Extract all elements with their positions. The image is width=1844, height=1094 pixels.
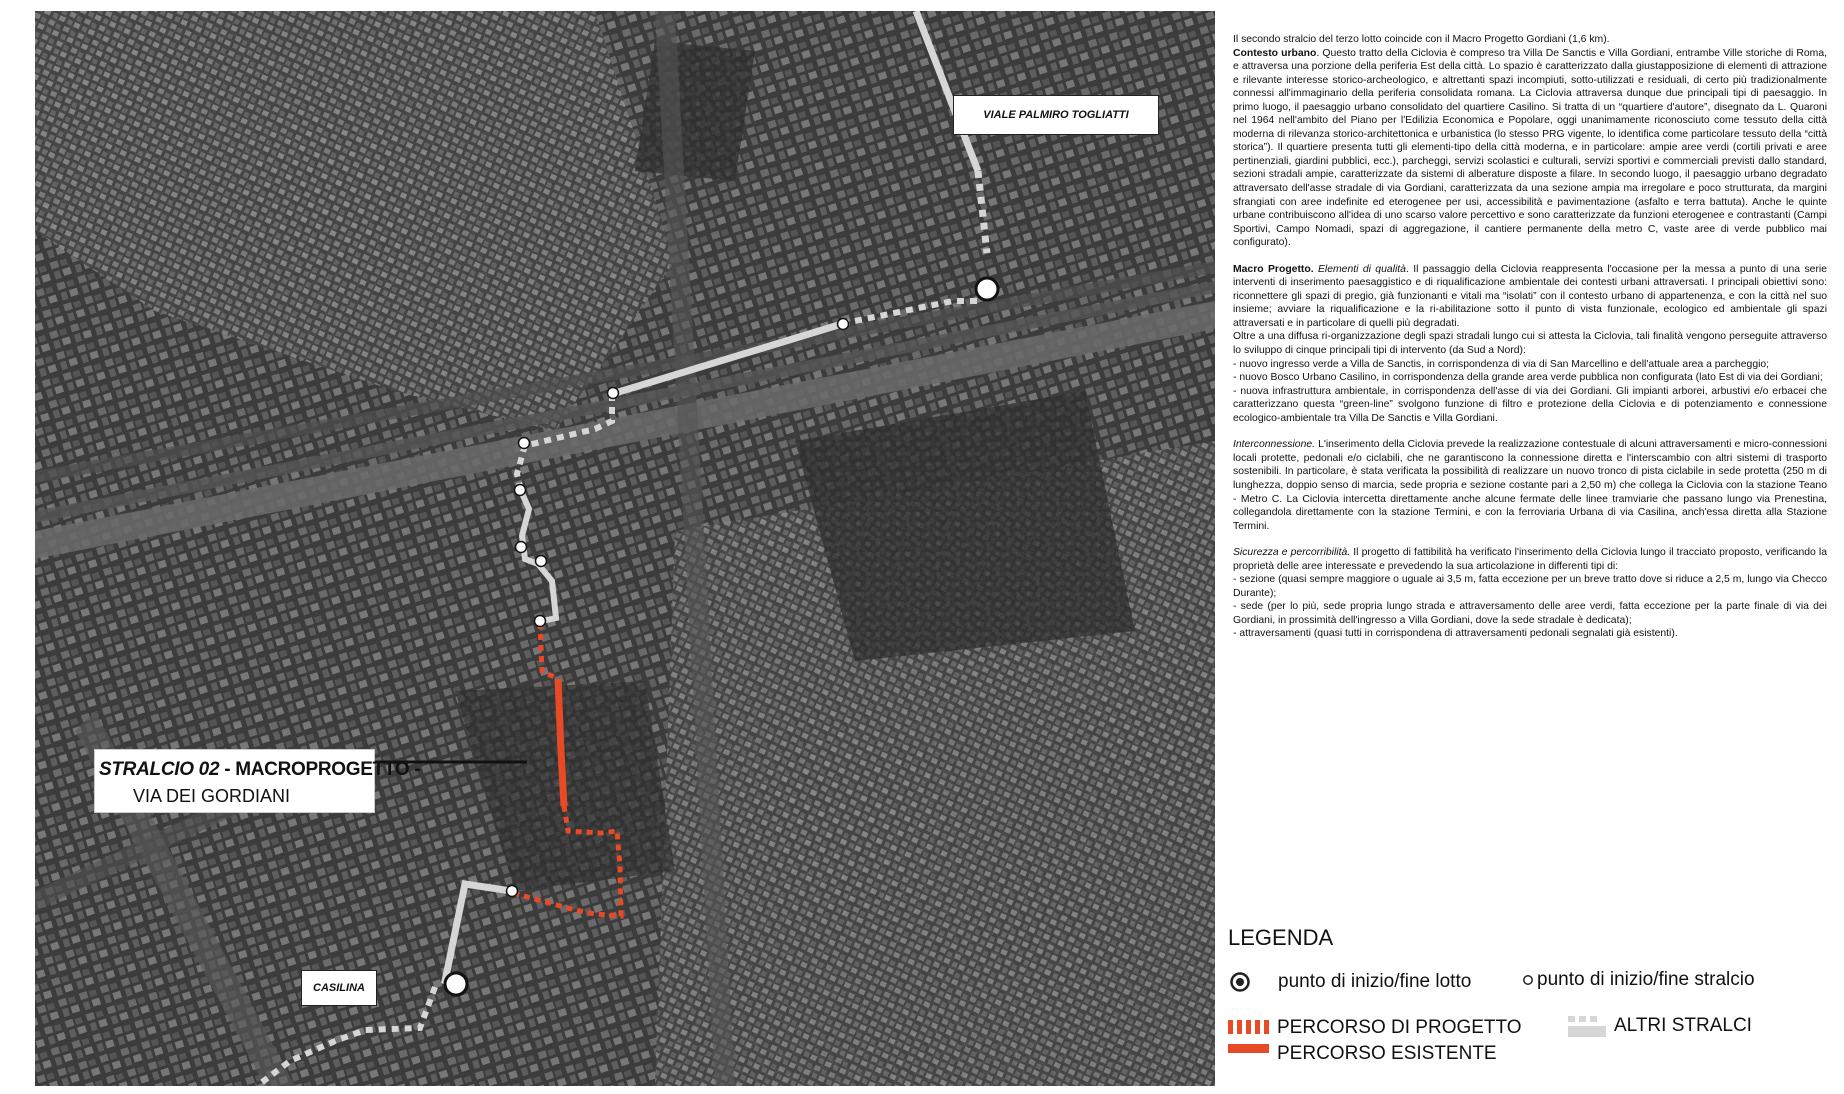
stralcio-node xyxy=(608,388,619,399)
inter-body: L'inserimento della Ciclovia prevede la realizzazione contestuale di alcuni attraversamenti e micro-connessioni locali protette, pedonali e/o ciclabili, che ne garantiscono la connessione diretta e l'interscambio con altri sistemi di trasporto sostenibili. In particolare, è stata verificata la possibilità di realizzare un nuovo tronco di pista ciclabile in sede protetta (250 m di lunghezza, doppio senso di marcia, sede propria e sezione costante pari a 2,50 m) che collega la Ciclovia con la stazione Teano - Metro C. La Ciclovia intercetta direttamente anche alcune fermate delle linee tramviarie che passano lungo via Prenestina, collegandola direttamente con la stazione Termini, e con la ferroviaria Urbana di via Casilina, anch'essa diretta alla Stazione Termini. xyxy=(1233,439,1827,532)
macro-paragraph xyxy=(1233,263,1827,331)
stralcio-node xyxy=(515,485,526,496)
macro-paragraph-2: Oltre a una diffusa ri-organizzazione degli spazi stradali lungo cui si attesta la Ciclovia, tali finalità vengono perseguite attraverso lo sviluppo di cinque principali tipi di intervento (da Sud a Nord): xyxy=(1233,331,1827,357)
stralcio-subtitle: VIA DEI GORDIANI xyxy=(133,786,291,806)
stralcio-node xyxy=(516,542,527,553)
legend-stralcio-label: punto di inizio/fine stralcio xyxy=(1537,969,1755,990)
contesto-body: . Questo tratto della Ciclovia è compreso tra Villa De Sanctis e Villa Gordiani, entrambe Ville storiche di Roma, e attraversa una porzione della periferia Est della città. Lo spazio è caratterizzato dalla giustapposizione di elementi di attrazione e rilevante interesse storico-archeologico, e altrettanti spazi incompiuti, sotto-utilizzati e residuali, di certo più tradizionalmente connessi all'immaginario della periferia consolidata romana. La Ciclovia attraversa dunque due principali tipi di paesaggio. In primo luogo, il paesaggio urbano consolidato del quartiere Casilino. Si tratta di un “quartiere d'autore”, disegnato da L. Quaroni nel 1964 nell'ambito del Piano per l'Edilizia Economica e Popolare, oggi unanimamente riconosciuto come tessuto della città moderna di rilevanza storico-architettonica e urbanistica (lo stesso PRG vigente, lo identifica come particolare tessuto della “città storica”). Il quartiere presenta tutti gli elementi-tipo della città moderna, e in particolare: ampie aree verdi (cortili privati e aree pertinenziali, giardini pubblici, ecc.), parcheggi, servizi scolastici e culturali, servizi sportivi e commerciali previsti dallo standard, sezioni stradali ampie, caratterizzate da sistemi di alberature disposte a filare. In secondo luogo, il paesaggio urbano degradato attraversato dell'asse stradale di via Gordiani, caratterizzata da una sezione ampia ma irregolare e poco strutturata, da margini sfrangiati con aree indefinite ed eterogenee per usi, accessibilità e pavimentazione (asfalto e terra battuta). Anche le quinte urbane contribuiscono all'idea di uno scarso valore percettivo e sono caratterizzate da funzioni eterogenee e contrastanti (Campi Sportivi, Campo Nomadi, spazi di aggregazione, il cantiere permanente della metro C, vaste aree di verde pubblico mai configurato). xyxy=(1233,47,1827,249)
stralcio-italic: STRALCIO 02 xyxy=(99,759,220,780)
stralcio-node xyxy=(536,556,547,567)
legend-progetto-label: PERCORSO DI PROGETTO xyxy=(1277,1017,1522,1038)
macro-title: Macro Progetto. xyxy=(1233,263,1314,275)
sicur-bullet-1: - sezione (quasi sempre maggiore o uguale ai 3,5 m, fatta eccezione per un breve tratto dove si riduce a 2,5 m, lungo via Checco Durante); xyxy=(1233,574,1827,599)
description-text xyxy=(1233,33,1827,641)
map-canvas xyxy=(35,11,1215,1086)
aerial-map xyxy=(35,11,1215,1086)
contesto-title: Contesto urbano xyxy=(1233,47,1317,59)
progetto-symbol-icon xyxy=(1228,1020,1269,1034)
contesto-paragraph xyxy=(1233,47,1827,250)
legend-esistente-label: PERCORSO ESISTENTE xyxy=(1277,1043,1497,1064)
inter-paragraph xyxy=(1233,438,1827,533)
sicur-title: Sicurezza e percorribilità. xyxy=(1233,547,1351,559)
macro-body: . Il passaggio della Ciclovia reappresenta l'occasione per la messa a punto di una serie interventi di inserimento paesaggistico e di riqualificazione ambientale dei contesti urbani attraversati. I principali obiettivi sono: riconnettere gli spazi di pregio, già funzionanti e vitali ma “isolati” con il contesto urbano di appartenenza, e con la città nel suo insieme; avviare la riqualificazione e la ri-abilitazione sotto il punto di vista funzionale, ecologico ed ambientale gli spazi attraversati e in particolare di quelli più degradati. xyxy=(1233,263,1828,329)
lotto-node-south xyxy=(445,973,467,995)
stralcio-rest: - MACROPROGETTO - xyxy=(219,759,421,780)
inter-title: Interconnessione. xyxy=(1233,439,1316,451)
macro-bullet-2: - nuovo Bosco Urbano Casilino, in corrispondenza della grande area verde pubblica non configurata (lato Est di via dei Gordiani; xyxy=(1233,372,1823,384)
stralcio-node xyxy=(507,886,518,897)
macro-bullet-1: - nuovo ingresso verde a Villa de Sanctis, in corrispondenza di via di San Marcellino e dell'attuale area a parcheggio; xyxy=(1233,358,1770,370)
sicur-body: Il progetto di fattibilità ha verificato l'inserimento della Ciclovia lungo il tracciato proposto, verificando la proprietà delle aree interessate e prevedendo la sua articolazione in differenti tipi di: xyxy=(1233,547,1827,572)
map-texture xyxy=(35,11,1215,1086)
sicur-bullet-2: - sede (per lo più, sede propria lungo strada e attraversamento delle aree verdi, fatta eccezione per la parte finale di via dei Gordiani, in prossimità dell'ingresso a Villa Gordiani, dove la sede stradale è dedicata); xyxy=(1233,601,1827,626)
legend-lotto-label: punto di inizio/fine lotto xyxy=(1278,971,1472,992)
legend-altri-label: ALTRI STRALCI xyxy=(1614,1015,1752,1036)
stralcio-title xyxy=(99,759,420,781)
label-stralcio-02 xyxy=(95,750,421,812)
stralcio-node xyxy=(838,319,849,330)
legend xyxy=(1228,925,1828,1075)
label-viale-palmiro-togliatti: VIALE PALMIRO TOGLIATTI xyxy=(953,95,1159,135)
stralcio-symbol-icon xyxy=(1524,976,1532,984)
esistente-symbol-icon xyxy=(1228,1044,1269,1053)
stralcio-node xyxy=(519,438,530,449)
sicur-bullet-3: - attraversamenti (quasi tutti in corrispondena di attraversamenti pedonali segnalati già esistenti). xyxy=(1233,628,1678,640)
intro-paragraph: Il secondo stralcio del terzo lotto coincide con il Macro Progetto Gordiani (1,6 km). xyxy=(1233,34,1610,45)
legend-title: LEGENDA xyxy=(1228,925,1334,950)
sicur-paragraph xyxy=(1233,546,1827,573)
stralcio-node xyxy=(535,616,546,627)
macro-bullet-3: - nuova infrastruttura ambientale, in corrispondenza dell'asse di via dei Gordiani. Gli impianti arborei, arbustivi e/o erbacei che caratterizzano questa “green-line” svolgono funzione di filtro e protezione della Ciclovia e di potenziamento e connessione ecologico-ambientale tra Villa De Sanctis e Villa Gordiani. xyxy=(1233,385,1827,424)
lotto-node-north-inner xyxy=(981,283,994,296)
macro-subtitle: Elementi di qualità xyxy=(1313,263,1406,275)
altri-symbol-icon xyxy=(1568,1016,1606,1037)
label-casilina: CASILINA xyxy=(301,970,377,1006)
